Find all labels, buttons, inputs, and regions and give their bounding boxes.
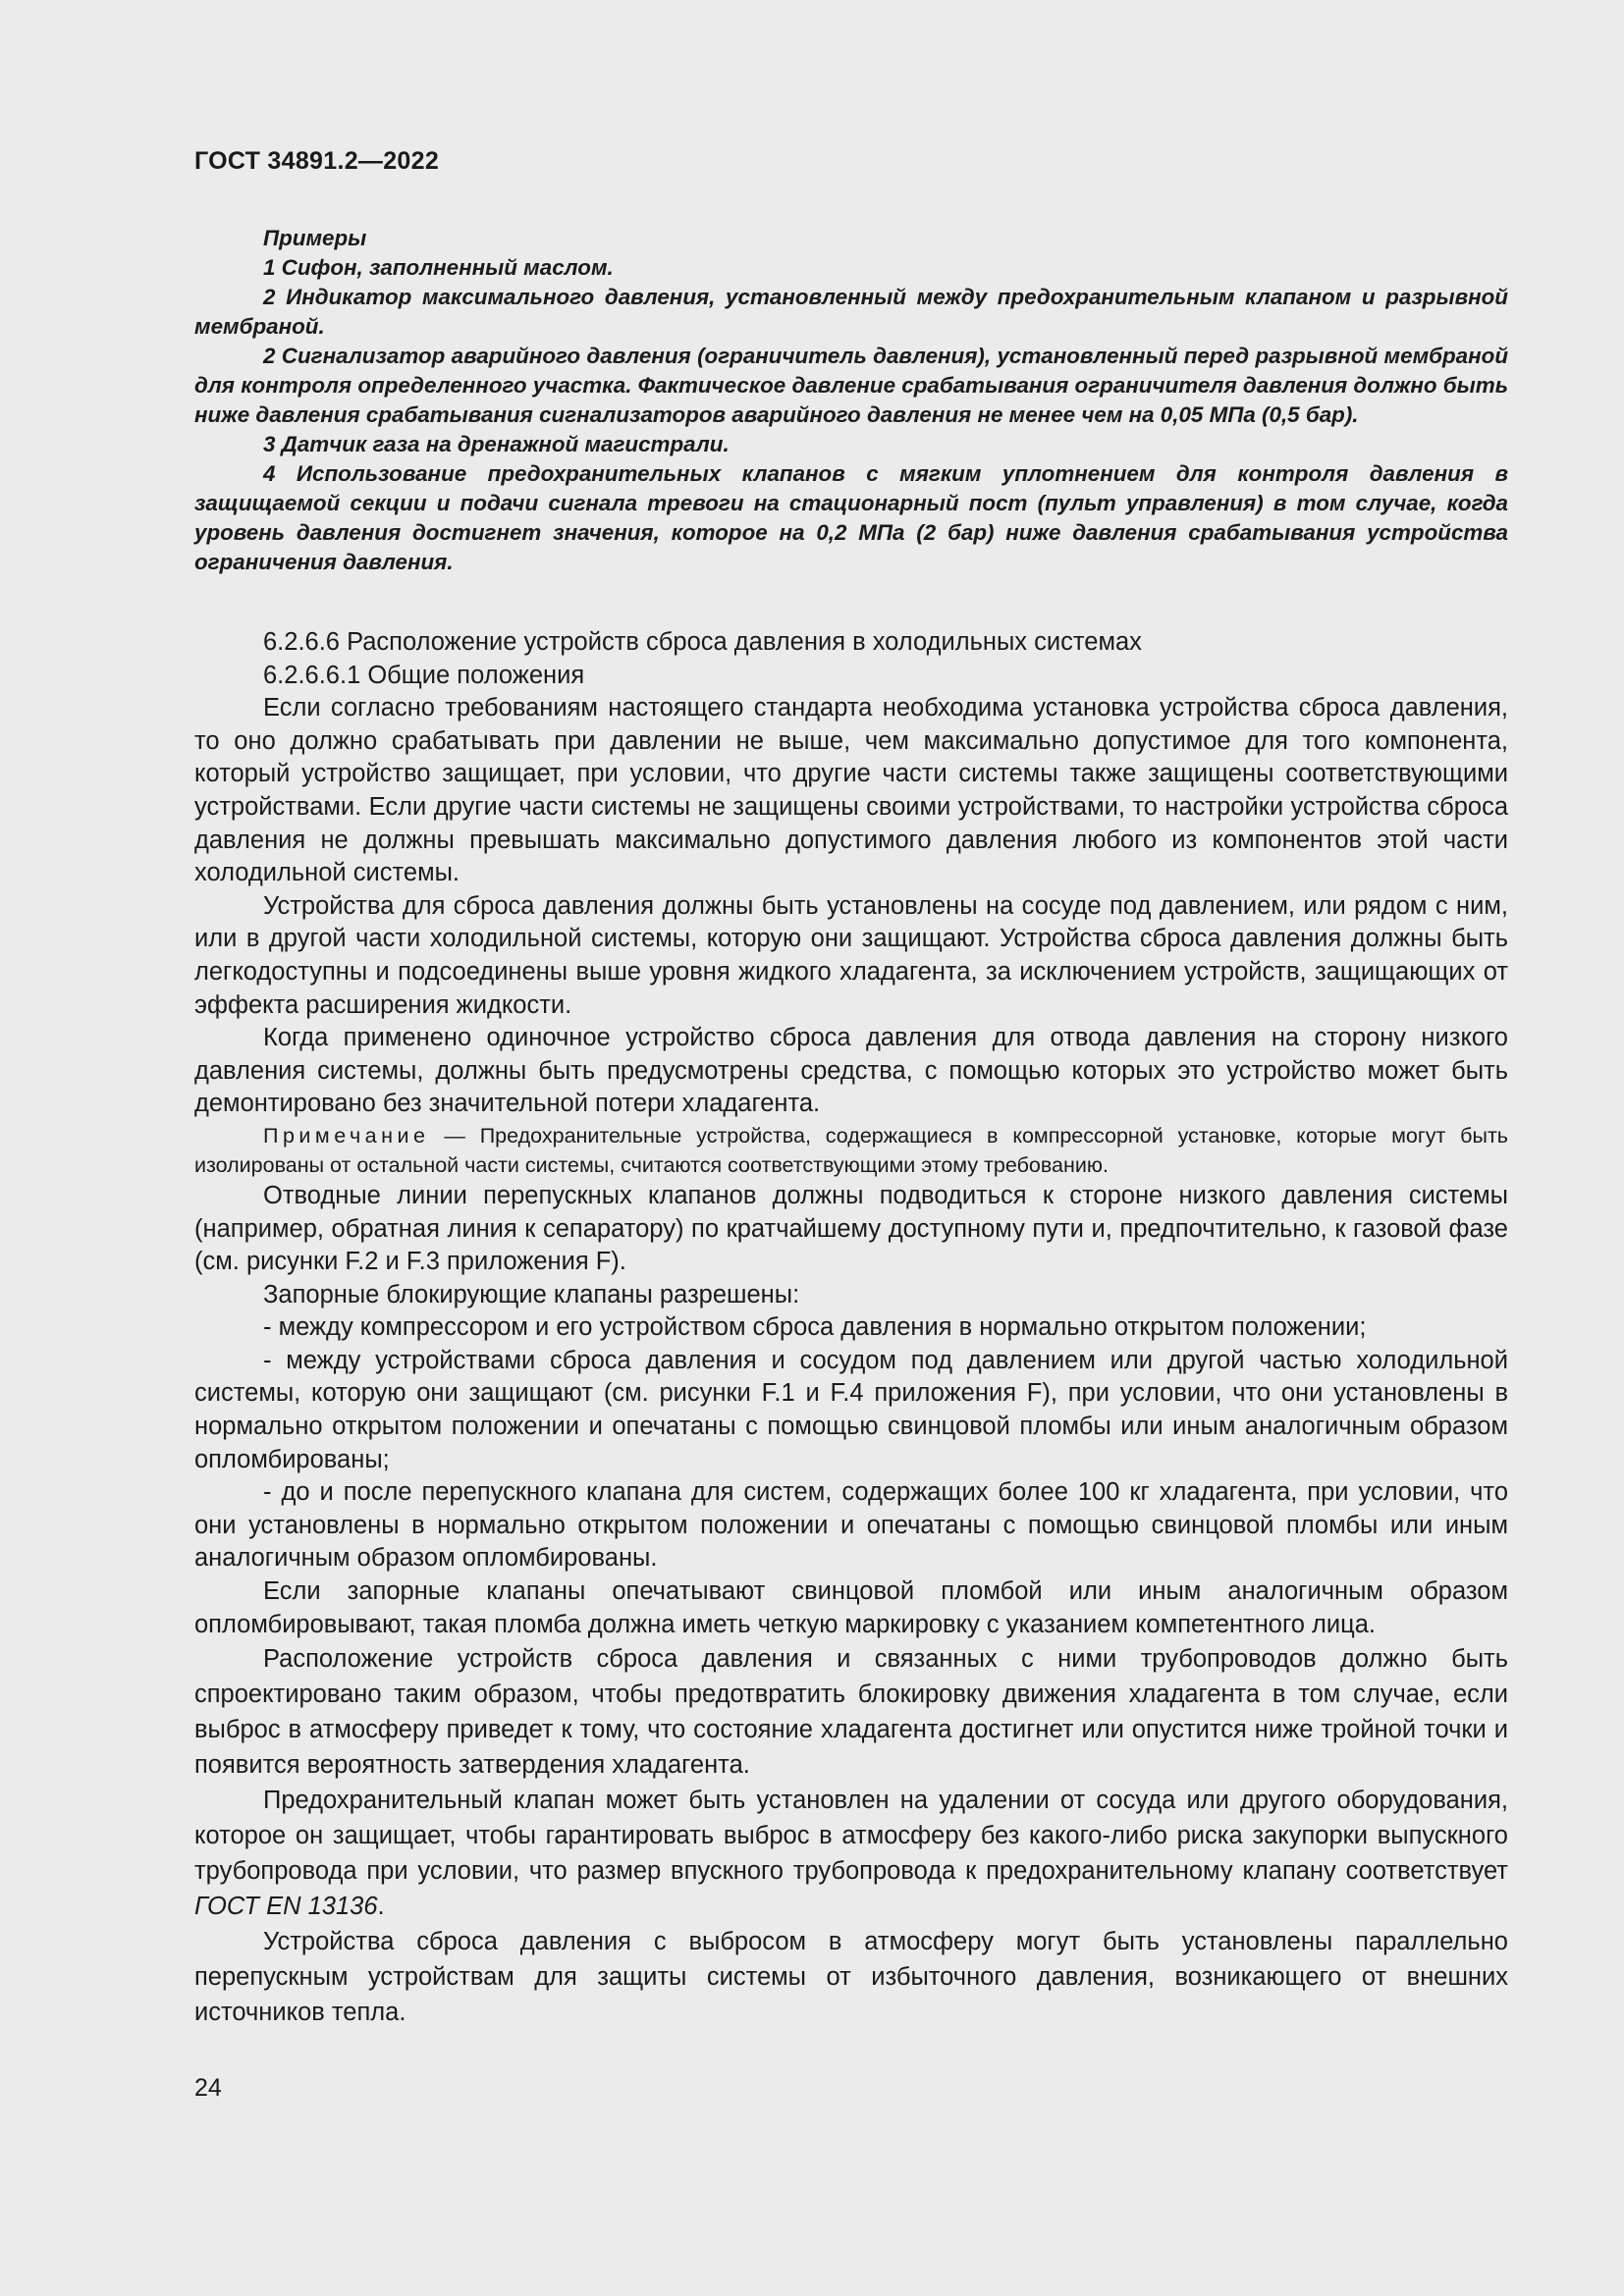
paragraph: Запорные блокирующие клапаны разрешены: <box>263 1280 800 1308</box>
paragraph: Если согласно требованиям настоящего стандарта необходима установка устройства сброса давления, то оно должно срабатывать при давлении не выше, чем максимально допустимое для того компонента, который устройство защищает, при условии, что другие части системы также защищены соответствующими устройствами. Если другие части системы не защищены своими устройствами, то настройки устройства сброса давления не должны превышать максимально допустимого давления любого из компонентов этой части холодильной системы. <box>194 694 1508 887</box>
example-item: 2 Индикатор максимального давления, установленный между предохранительным клапаном и разрывной мембраной. <box>194 285 1508 339</box>
standard-reference: ГОСТ EN 13136 <box>194 1893 378 1921</box>
note <box>194 1121 1508 1180</box>
examples-block <box>194 224 1508 577</box>
paragraph-end: . <box>377 1893 385 1921</box>
example-item: 4 Использование предохранительных клапанов с мягким уплотнением для контроля давления в защищаемой секции и подачи сигнала тревоги на стационарный пост (пульт управления) в том случае, когда уровень давления достигнет значения, которое на 0,2 МПа (2 бар) ниже давления срабатывания устройства ограничения давления. <box>194 461 1508 574</box>
paragraph: Устройства сброса давления с выбросом в атмосферу могут быть установлены параллельно перепускным устройствам для защиты системы от избыточного давления, возникающего от внешних источников тепла. <box>194 1928 1508 2027</box>
paragraph-text: Предохранительный клапан может быть установлен на удалении от сосуда или другого оборудования, которое он защищает, чтобы гарантировать выброс в атмосферу без какого-либо риска закупорки выпускного трубопровода при условии, что размер впускного трубопровода к предохранительному клапану соответствует <box>194 1787 1508 1886</box>
paragraph: Когда применено одиночное устройство сброса давления для отвода давления на сторону низкого давления системы, должны быть предусмотрены средства, с помощью которых это устройство может быть демонтировано без значительной потери хладагента. <box>194 1024 1508 1118</box>
note-label: Примечание <box>263 1123 430 1148</box>
examples-title: Примеры <box>263 226 367 250</box>
paragraph: Расположение устройств сброса давления и связанных с ними трубопроводов должно быть спроектировано таким образом, чтобы предотвратить блокировку движения хладагента в том случае, если выброс в атмосферу приведет к тому, что состояние хладагента достигнет или опустится ниже тройной точки и появится вероятность затвердения хладагента. <box>194 1645 1508 1780</box>
paragraph <box>194 1783 1508 1924</box>
section-heading-6266: 6.2.6.6 Расположение устройств сброса давления в холодильных системах <box>263 628 1142 656</box>
list-item: - между компрессором и его устройством сброса давления в нормально открытом положении; <box>263 1313 1367 1342</box>
list-item: - до и после перепускного клапана для систем, содержащих более 100 кг хладагента, при условии, что они установлены в нормально открытом положении и опечатаны с помощью свинцовой пломбы или иным аналогичным образом опломбированы. <box>194 1478 1508 1573</box>
example-item: 3 Датчик газа на дренажной магистрали. <box>263 432 730 456</box>
note-text: — Предохранительные устройства, содержащиеся в компрессорной установке, которые могут быть изолированы от остальной части системы, считаются соответствующими этому требованию. <box>194 1123 1508 1177</box>
page-number: 24 <box>194 2074 222 2102</box>
paragraph: Устройства для сброса давления должны быть установлены на сосуде под давлением, или рядом с ним, или в другой части холодильной системы, которую они защищают. Устройства сброса давления должны быть легкодоступны и подсоединены выше уровня жидкого хладагента, за исключением устройств, защищающих от эффекта расширения жидкости. <box>194 891 1508 1019</box>
section-heading-62661: 6.2.6.6.1 Общие положения <box>263 661 585 689</box>
document-header: ГОСТ 34891.2—2022 <box>194 147 440 175</box>
example-item: 1 Сифон, заполненный маслом. <box>263 255 614 280</box>
example-item: 2 Сигнализатор аварийного давления (ограничитель давления), установленный перед разрывной мембраной для контроля определенного участка. Фактическое давление срабатывания ограничителя давления должно быть ниже давления срабатывания сигнализаторов аварийного давления не менее чем на 0,05 МПа (0,5 бар). <box>194 344 1508 427</box>
main-text <box>194 626 1508 2030</box>
list-item: - между устройствами сброса давления и сосудом под давлением или другой частью холодильной системы, которую они защищают (см. рисунки F.1 и F.4 приложения F), при условии, что они установлены в нормально открытом положении и опечатаны с помощью свинцовой пломбы или иным аналогичным образом опломбированы; <box>194 1346 1508 1473</box>
paragraph: Если запорные клапаны опечатывают свинцовой пломбой или иным аналогичным образом опломбировывают, такая пломба должна иметь четкую маркировку с указанием компетентного лица. <box>194 1577 1508 1638</box>
paragraph: Отводные линии перепускных клапанов должны подводиться к стороне низкого давления системы (например, обратная линия к сепаратору) по кратчайшему доступному пути и, предпочтительно, к газовой фазе (см. рисунки F.2 и F.3 приложения F). <box>194 1181 1508 1276</box>
